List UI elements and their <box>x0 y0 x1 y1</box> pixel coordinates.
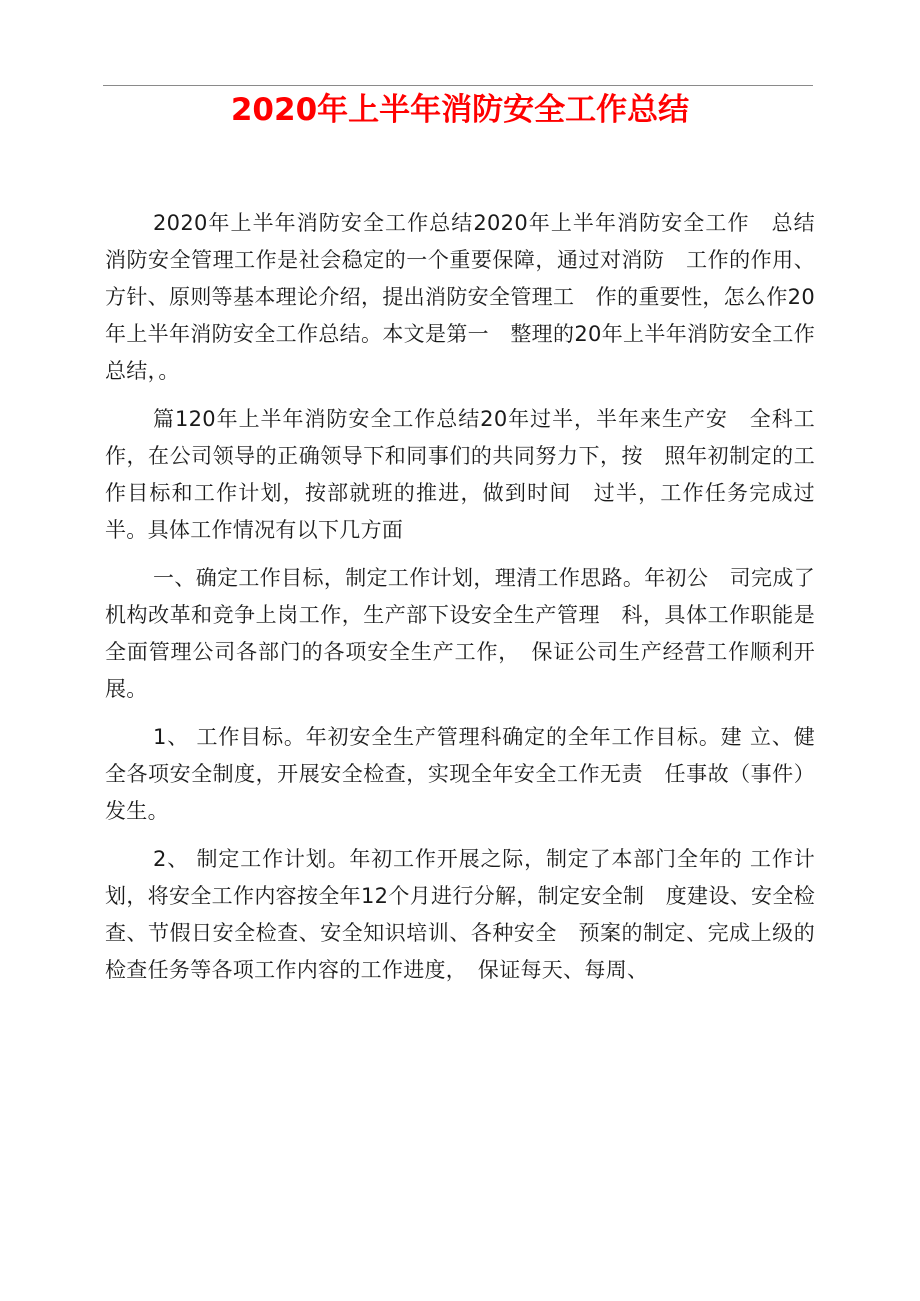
paragraph-section-one: 一、确定工作目标，制定工作计划，理清工作思路。年初公 司完成了机构改革和竞争上岗工作，生产部下设安全生产管理 科，具体工作职能是全面管理公司各部门的各项安全生产工作， 保证公司生产经营工作顺利开展。 <box>105 566 815 701</box>
paragraph-intro: 2020年上半年消防安全工作总结2020年上半年消防安全工作 总结消防安全管理工作是社会稳定的一个重要保障，通过对消防 工作的作用、方针、原则等基本理论介绍，提出消防安全管理工 作的重要性，怎么作20年上半年消防安全工作总结。本文是第一 整理的20年上半年消防安全工作总结，。 <box>105 211 815 383</box>
paragraph-item-2: 2、 制定工作计划。年初工作开展之际，制定了本部门全年的 工作计划，将安全工作内容按全年12个月进行分解，制定安全制 度建设、安全检查、节假日安全检查、安全知识培训、各种安全 预案的制定、完成上级的检查任务等各项工作内容的工作进度， 保证每天、每周、 <box>105 847 815 982</box>
paragraph-item-1: 1、 工作目标。年初安全生产管理科确定的全年工作目标。建 立、健全各项安全制度，开展安全检查，实现全年安全工作无责 任事故（事件）发生。 <box>105 725 815 823</box>
paragraph-overview: 篇120年上半年消防安全工作总结20年过半，半年来生产安 全科工作，在公司领导的正确领导下和同事们的共同努力下，按 照年初制定的工作目标和工作计划，按部就班的推进，做到时间 过半，工作任务完成过半。具体工作情况有以下几方面 <box>105 407 815 542</box>
document-title: 2020年上半年消防安全工作总结 <box>230 92 690 128</box>
document-body <box>105 205 815 1000</box>
